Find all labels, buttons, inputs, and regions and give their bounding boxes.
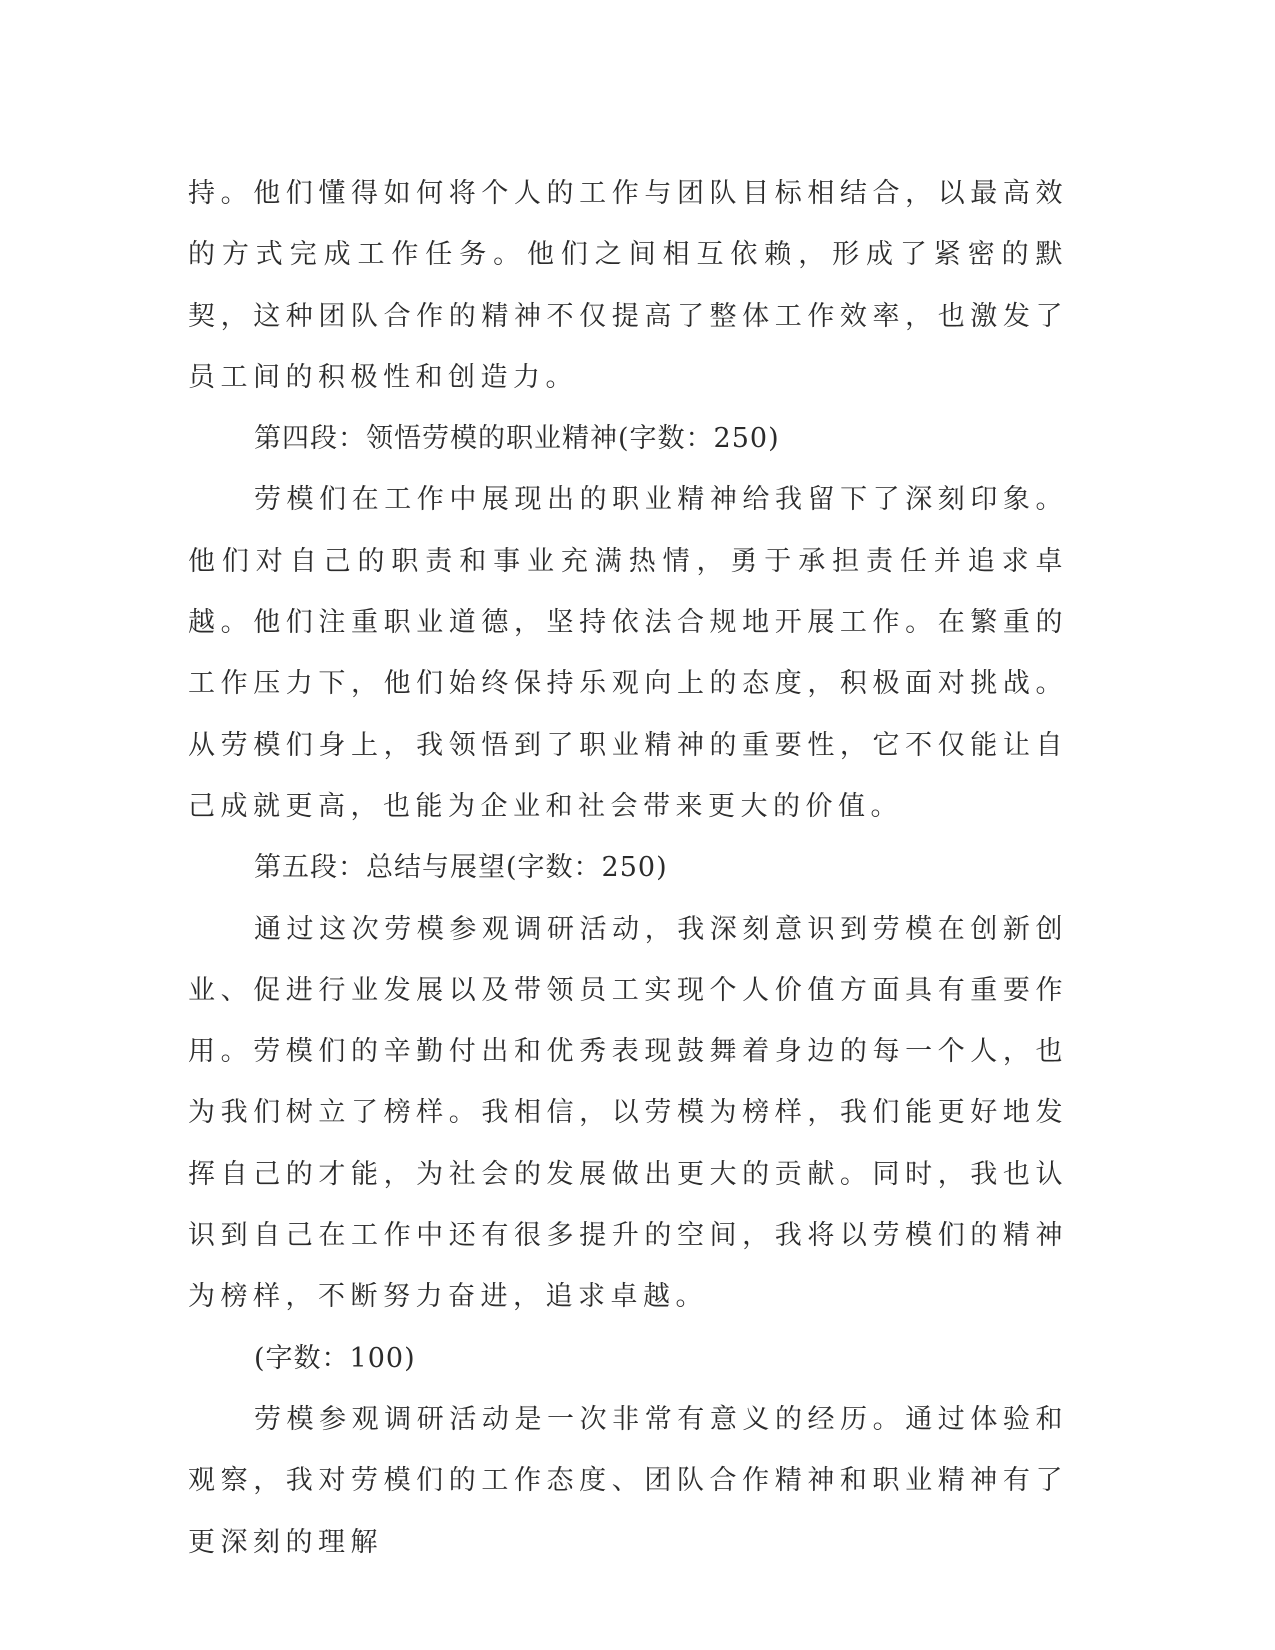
paragraph-professional-spirit: 劳模们在工作中展现出的职业精神给我留下了深刻印象。他们对自己的职责和事业充满热情，勇于承担责任并追求卓越。他们注重职业道德，坚持依法合规地开展工作。在繁重的工作压力下，他们始终保持乐观向上的态度，积极面对挑战。从劳模们身上，我领悟到了职业精神的重要性，它不仅能让自己成就更高，也能为企业和社会带来更大的价值。 bbox=[188, 484, 1068, 822]
word-count-heading: (字数：100) bbox=[254, 1342, 416, 1374]
section-heading-4: 第四段：领悟劳模的职业精神(字数：250) bbox=[254, 423, 780, 455]
paragraph-teamwork-continuation: 持。他们懂得如何将个人的工作与团队目标相结合，以最高效的方式完成工作任务。他们之间相互依赖，形成了紧密的默契，这种团队合作的精神不仅提高了整体工作效率，也激发了员工间的积极性和创造力。 bbox=[188, 178, 1068, 393]
section-heading-5: 第五段：总结与展望(字数：250) bbox=[254, 852, 668, 884]
paragraph-summary-outlook: 通过这次劳模参观调研活动，我深刻意识到劳模在创新创业、促进行业发展以及带领员工实现个人价值方面具有重要作用。劳模们的辛勤付出和优秀表现鼓舞着身边的每一个人，也为我们树立了榜样。我相信，以劳模为榜样，我们能更好地发挥自己的才能，为社会的发展做出更大的贡献。同时，我也认识到自己在工作中还有很多提升的空间，我将以劳模们的精神为榜样，不断努力奋进，追求卓越。 bbox=[188, 913, 1068, 1313]
paragraph-conclusion: 劳模参观调研活动是一次非常有意义的经历。通过体验和观察，我对劳模们的工作态度、团队合作精神和职业精神有了更深刻的理解 bbox=[188, 1403, 1068, 1558]
document-body bbox=[188, 163, 1068, 1573]
